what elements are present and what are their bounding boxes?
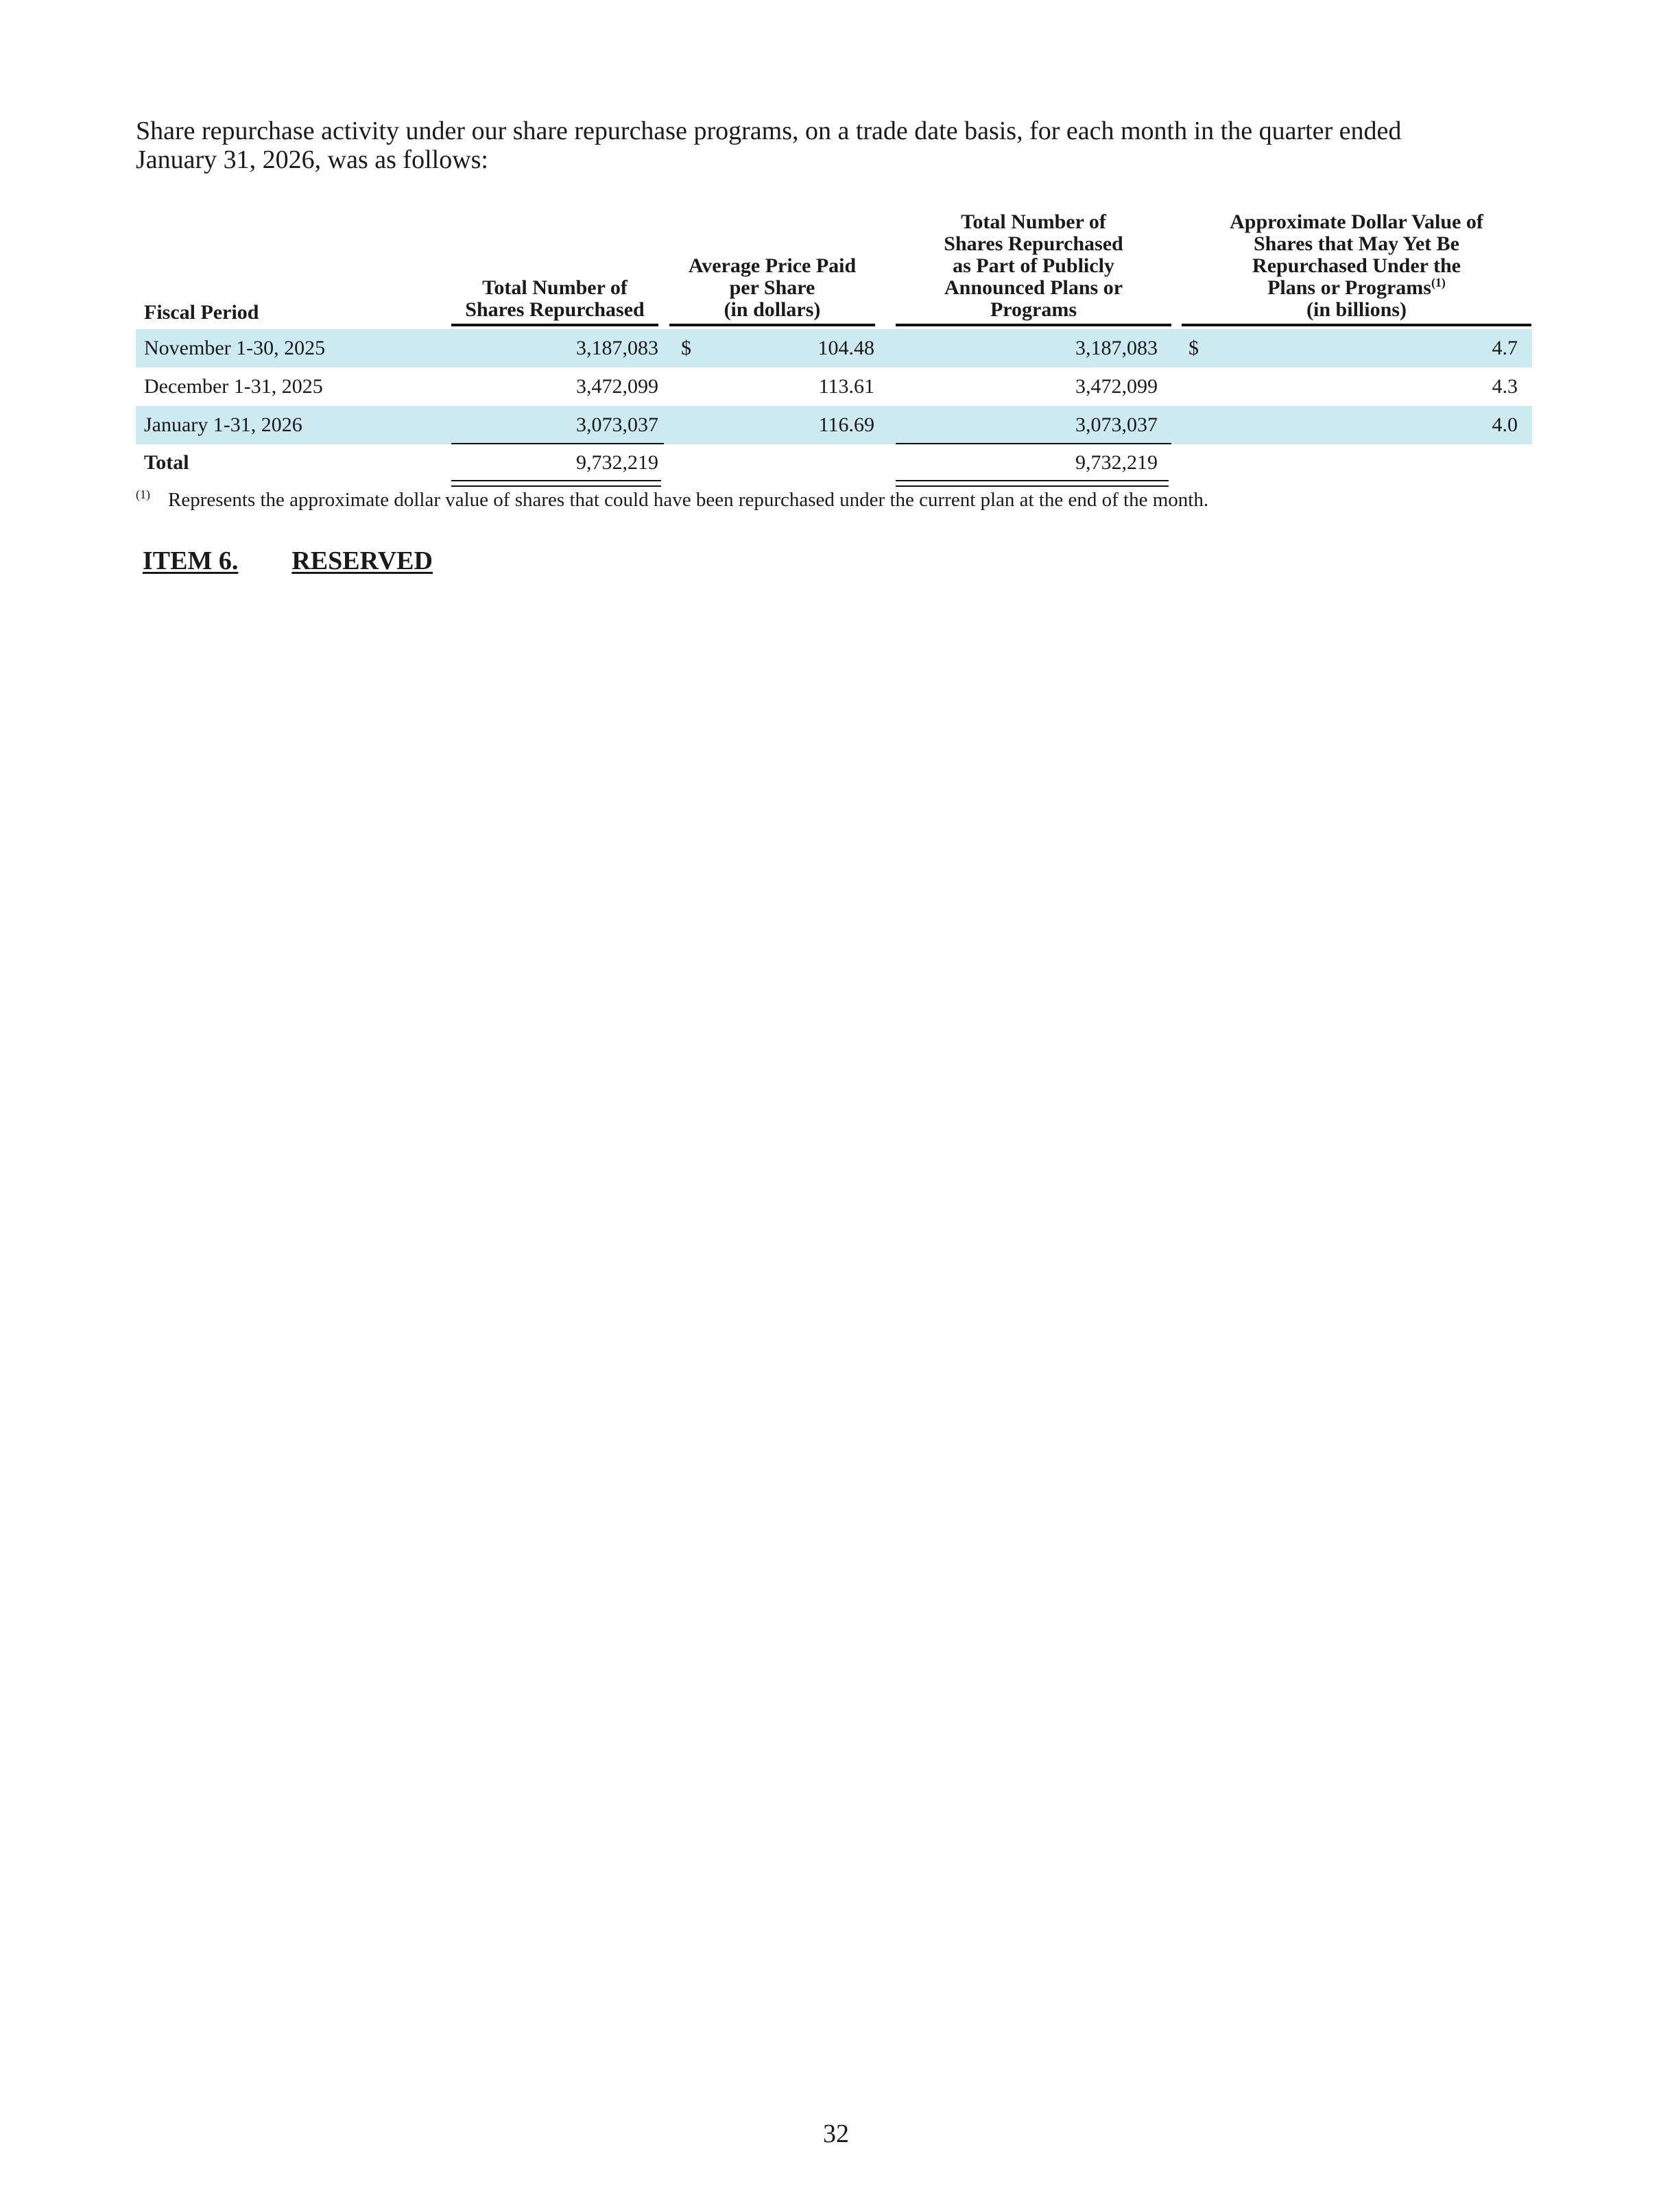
total-label: Total (144, 451, 189, 474)
header-line: Announced Plans or (944, 276, 1123, 299)
header-line: as Part of Publicly (953, 254, 1114, 277)
total-shares: 9,732,219 (576, 451, 658, 474)
table-row (136, 406, 1532, 444)
item-heading (143, 546, 433, 576)
dollar-sign: $ (681, 337, 691, 359)
table-row (136, 329, 1532, 368)
row-total-shares: 3,187,083 (576, 337, 658, 359)
row-period: November 1-30, 2025 (144, 337, 326, 359)
header-line: Average Price Paid (688, 254, 857, 277)
row-avg-price: 104.48 (817, 337, 874, 359)
table-total-row (136, 444, 1532, 481)
share-repurchase-table (136, 206, 1532, 481)
header-line: Shares Repurchased (944, 232, 1123, 255)
table-row (136, 368, 1532, 406)
header-line: (in dollars) (724, 298, 821, 321)
header-dollar-value (1182, 211, 1531, 326)
header-line: Shares Repurchased (465, 298, 645, 321)
row-period: January 1-31, 2026 (144, 413, 302, 436)
header-fiscal-period: Fiscal Period (144, 301, 259, 324)
row-avg-price: 113.61 (818, 375, 874, 398)
total-double-rule (451, 480, 661, 487)
row-plan-shares: 3,187,083 (1075, 337, 1158, 359)
row-avg-price: 116.69 (818, 413, 874, 436)
row-total-shares: 3,472,099 (576, 375, 658, 398)
page-number: 32 (823, 2119, 849, 2148)
dollar-sign: $ (1189, 337, 1199, 359)
header-line (1182, 277, 1531, 299)
row-dollar-value: 4.7 (1492, 337, 1518, 359)
header-line: Repurchased Under the (1252, 254, 1461, 277)
row-dollar-value: 4.0 (1492, 413, 1518, 436)
header-total-shares (451, 277, 658, 326)
row-plan-shares: 3,073,037 (1075, 413, 1158, 436)
header-plan-shares (896, 211, 1171, 326)
header-line: Programs (990, 298, 1077, 321)
header-line: Total Number of (961, 211, 1106, 233)
row-plan-shares: 3,472,099 (1075, 375, 1158, 398)
row-total-shares: 3,073,037 (576, 413, 658, 436)
header-line: Shares that May Yet Be (1254, 232, 1459, 255)
row-period: December 1-31, 2025 (144, 375, 323, 398)
row-dollar-value: 4.3 (1492, 375, 1518, 398)
header-line: (in billions) (1306, 298, 1407, 321)
footnote-ref: (1) (1431, 276, 1446, 289)
total-double-rule (896, 480, 1169, 487)
item-title: RESERVED (291, 546, 433, 575)
header-line: per Share (729, 276, 815, 299)
item-number: ITEM 6. (143, 546, 239, 575)
header-line: Approximate Dollar Value of (1230, 211, 1483, 233)
footnote-mark: (1) (136, 488, 150, 502)
header-avg-price (669, 255, 875, 326)
table-footnote (136, 488, 1532, 512)
header-line-text: Plans or Programs (1267, 276, 1431, 299)
footnote-text: Represents the approximate dollar value of shares that could have been repurchased under the current plan at the end of the month. (168, 489, 1209, 511)
total-plan-shares: 9,732,219 (1075, 451, 1158, 474)
intro-paragraph: Share repurchase activity under our share repurchase programs, on a trade date basis, for each month in the quarter ended January 31, 2026, was as follows: (136, 117, 1402, 174)
header-line: Total Number of (482, 276, 628, 299)
table-header (136, 206, 1532, 326)
